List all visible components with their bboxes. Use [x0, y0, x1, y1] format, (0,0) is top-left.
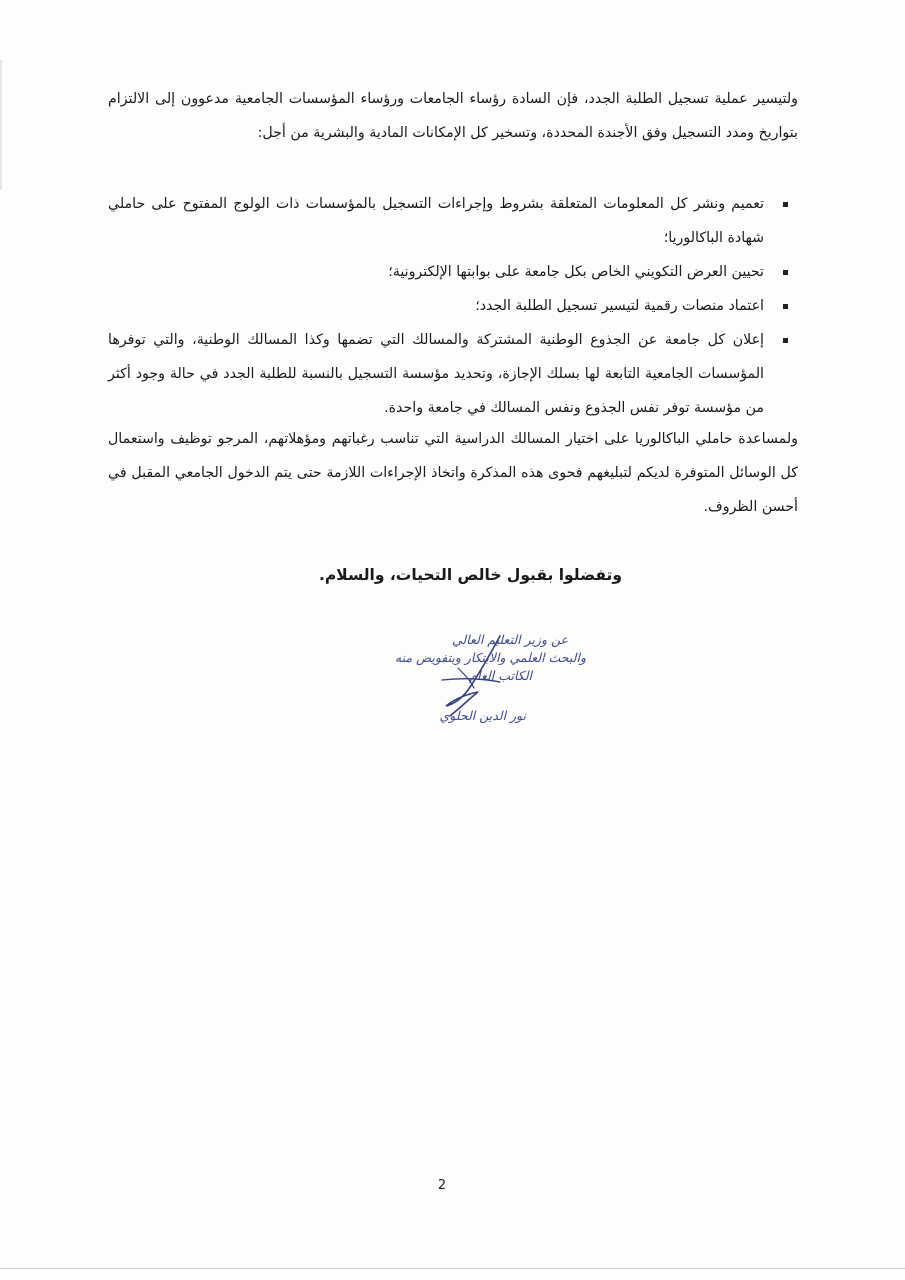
signature-line-2: والبحث العلمي والابتكار وبتفويض منه [394, 650, 586, 665]
scan-edge-shadow [0, 60, 2, 190]
closing-paragraph: ولمساعدة حاملي الباكالوريا على اختيار المسالك الدراسية التي تناسب رغباتهم ومؤهلاتهم، المرجو توظيف واستعمال كل الوسائل المتوفرة لديكم لتبليغهم فحوى هذه المذكرة واتخاذ الإجراءات اللازمة حتى يتم الدخول الجامعي المقبل في أحسن الظروف. [108, 431, 798, 515]
page-number: 2 [437, 1178, 447, 1193]
list-item-text: اعتماد منصات رقمية لتيسير تسجيل الطلبة الجدد؛ [475, 298, 764, 314]
list-item-text: تحيين العرض التكويني الخاص بكل جامعة على بوابتها الإلكترونية؛ [388, 264, 764, 280]
bullet-icon [783, 338, 788, 343]
signatory-name: نور الدين الحلوي [439, 708, 526, 723]
list-item [108, 255, 798, 289]
scan-bottom-edge [0, 1268, 905, 1269]
requirements-list [108, 187, 798, 425]
signature-line-3: الكاتب العام [469, 668, 532, 683]
signature-line-1: عن وزير التعليم العالي [451, 632, 568, 647]
intro-paragraph: ولتيسير عملية تسجيل الطلبة الجدد، فإن السادة رؤساء الجامعات ورؤساء المؤسسات الجامعية مدعوون إلى الالتزام بتواريخ ومدد التسجيل وفق الأجندة المحددة، وتسخير كل الإمكانات المادية والبشرية من أجل: [108, 91, 798, 141]
list-item-text: تعميم ونشر كل المعلومات المتعلقة بشروط وإجراءات التسجيل بالمؤسسات ذات الولوج المفتوح على حاملي شهادة الباكالوريا؛ [108, 196, 764, 246]
bullet-icon [783, 202, 788, 207]
list-item [108, 289, 798, 323]
list-item [108, 187, 798, 255]
signature-block [350, 628, 590, 738]
bullet-icon [783, 304, 788, 309]
handwritten-signature-icon [350, 628, 590, 738]
list-item-text: إعلان كل جامعة عن الجذوع الوطنية المشتركة والمسالك التي تضمها وكذا المسالك الوطنية، والتي توفرها المؤسسات الجامعية التابعة لها بسلك الإجازة، وتحديد مؤسسة التسجيل بالنسبة للطلبة الجدد في حالة وجود أكثر من مؤسسة توفر نفس الجذوع ونفس المسالك في جامعة واحدة. [108, 332, 764, 416]
salutation: وتفضلوا بقبول خالص التحيات، والسلام. [318, 566, 622, 584]
list-item [108, 323, 798, 425]
bullet-icon [783, 270, 788, 275]
